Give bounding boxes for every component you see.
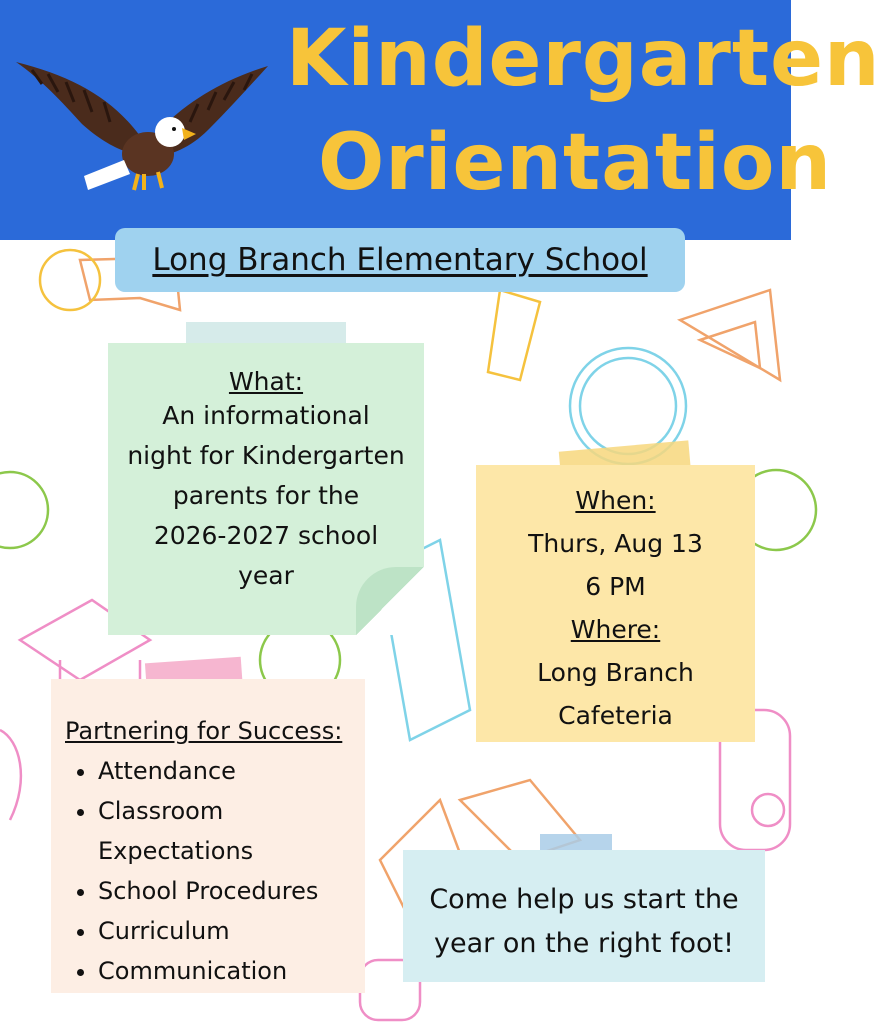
school-name: Long Branch Elementary School <box>152 242 648 278</box>
where-label: Where: <box>570 615 661 644</box>
location-line-1: Long Branch <box>537 658 694 687</box>
eagle-mascot-icon <box>12 58 270 198</box>
what-line: night for Kindergarten <box>127 441 405 470</box>
closing-note <box>403 850 765 982</box>
list-item: • Classroom Expectations <box>98 791 365 871</box>
list-item: • Communication <box>98 951 365 991</box>
when-where-note <box>476 465 755 742</box>
closing-line-1: Come help us start the <box>429 884 739 915</box>
closing-line-2: year on the right foot! <box>434 928 734 959</box>
when-label: When: <box>575 486 656 515</box>
partnering-list <box>51 751 365 991</box>
school-name-banner <box>115 228 685 292</box>
title-line-2: Orientation <box>318 118 833 208</box>
what-line: year <box>238 561 294 590</box>
partnering-note <box>51 679 365 993</box>
list-item: • Attendance <box>98 751 365 791</box>
partnering-label: Partnering for Success: <box>65 717 343 745</box>
what-line: parents for the <box>172 481 360 510</box>
what-line: 2026-2027 school <box>153 521 379 550</box>
location-line-2: Cafeteria <box>558 701 673 730</box>
list-item: • Curriculum <box>98 911 365 951</box>
event-time: 6 PM <box>585 572 646 601</box>
what-note <box>108 343 424 635</box>
title-line-1: Kindergarten <box>286 14 881 104</box>
what-line: An informational <box>162 401 370 430</box>
list-item: • School Procedures <box>98 871 365 911</box>
what-label: What: <box>228 367 304 396</box>
event-date: Thurs, Aug 13 <box>528 529 703 558</box>
